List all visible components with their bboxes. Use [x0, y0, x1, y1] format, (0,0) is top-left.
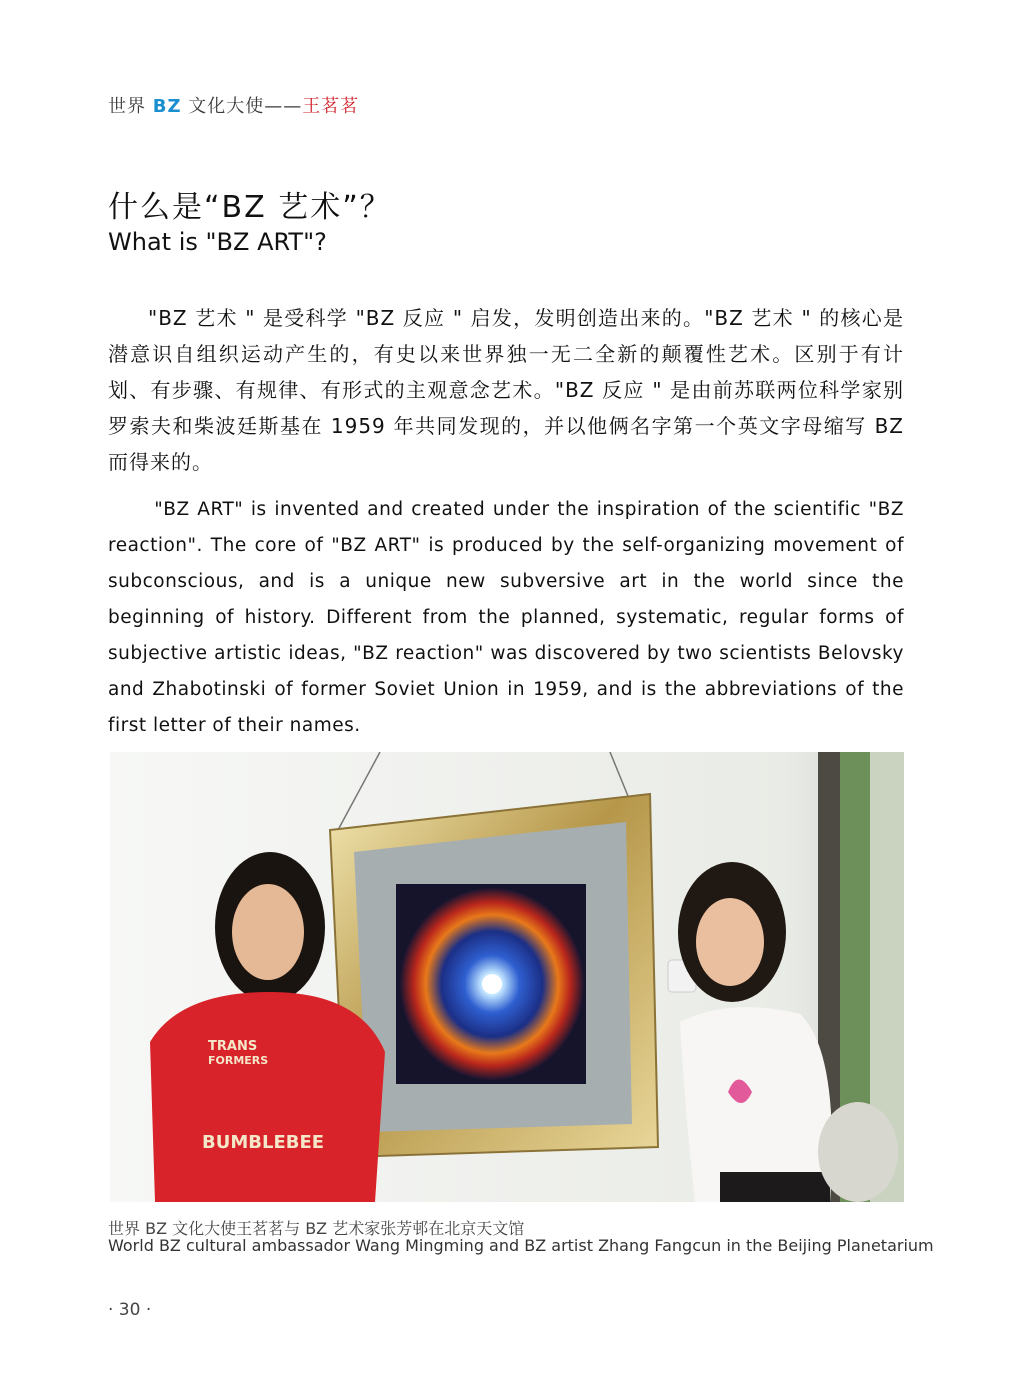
artwork-core — [482, 974, 502, 994]
running-header — [108, 92, 359, 118]
body-paragraph-english: "BZ ART" is invented and created under the inspiration of the scientific "BZ reaction". The core of "BZ ART" is produced by the self-organizing movement of subconscious, and is a unique new subversive art in the world since the beginning of history. Different from the planned, systematic, regular forms of subjective artistic ideas, "BZ reaction" was discovered by two scientists Belovsky and Zhabotinski of former Soviet Union in 1959, and is the abbreviations of the first letter of their names. — [108, 499, 904, 736]
shirt-text-formers: FORMERS — [208, 1054, 269, 1067]
photo-illustration — [110, 752, 904, 1202]
exhibition-photo — [110, 752, 904, 1202]
man-red-shirt — [150, 992, 385, 1202]
shirt-text-bumblebee: BUMBLEBEE — [202, 1132, 325, 1153]
woman-bag — [818, 1102, 898, 1202]
photo-caption-chinese: 世界 BZ 文化大使王茗茗与 BZ 艺术家张芳邨在北京天文馆 — [108, 1219, 525, 1238]
page-number: · 30 · — [108, 1300, 152, 1320]
woman-face — [696, 898, 764, 986]
section-title-english: What is "BZ ART"? — [108, 228, 327, 256]
body-paragraph-chinese: "BZ 艺术 " 是受科学 "BZ 反应 " 启发，发明创造出来的。"BZ 艺术 " 的核心是潜意识自组织运动产生的，有史以来世界独一无二全新的颠覆性艺术。区别于有计划、有步骤、有规律、有形式的主观意念艺术。"BZ 反应 " 是由前苏联两位科学家别罗索夫和柴波廷斯基在 1959 年共同发现的，并以他俩名字第一个英文字母缩写 BZ 而得来的。 — [108, 306, 904, 474]
header-prefix: 世界 — [108, 96, 153, 117]
header-middle: 文化大使—— — [181, 96, 303, 117]
section-title-chinese: 什么是“BZ 艺术”？ — [108, 190, 392, 225]
woman-skirt — [720, 1172, 830, 1202]
header-ambassador-name: 王茗茗 — [302, 96, 360, 117]
shirt-text-trans: TRANS — [208, 1039, 258, 1054]
photo-caption-english: World BZ cultural ambassador Wang Mingming and BZ artist Zhang Fangcun in the Beijing Planetarium — [108, 1236, 934, 1255]
man-face — [232, 884, 304, 980]
header-bz: BZ — [152, 96, 182, 117]
